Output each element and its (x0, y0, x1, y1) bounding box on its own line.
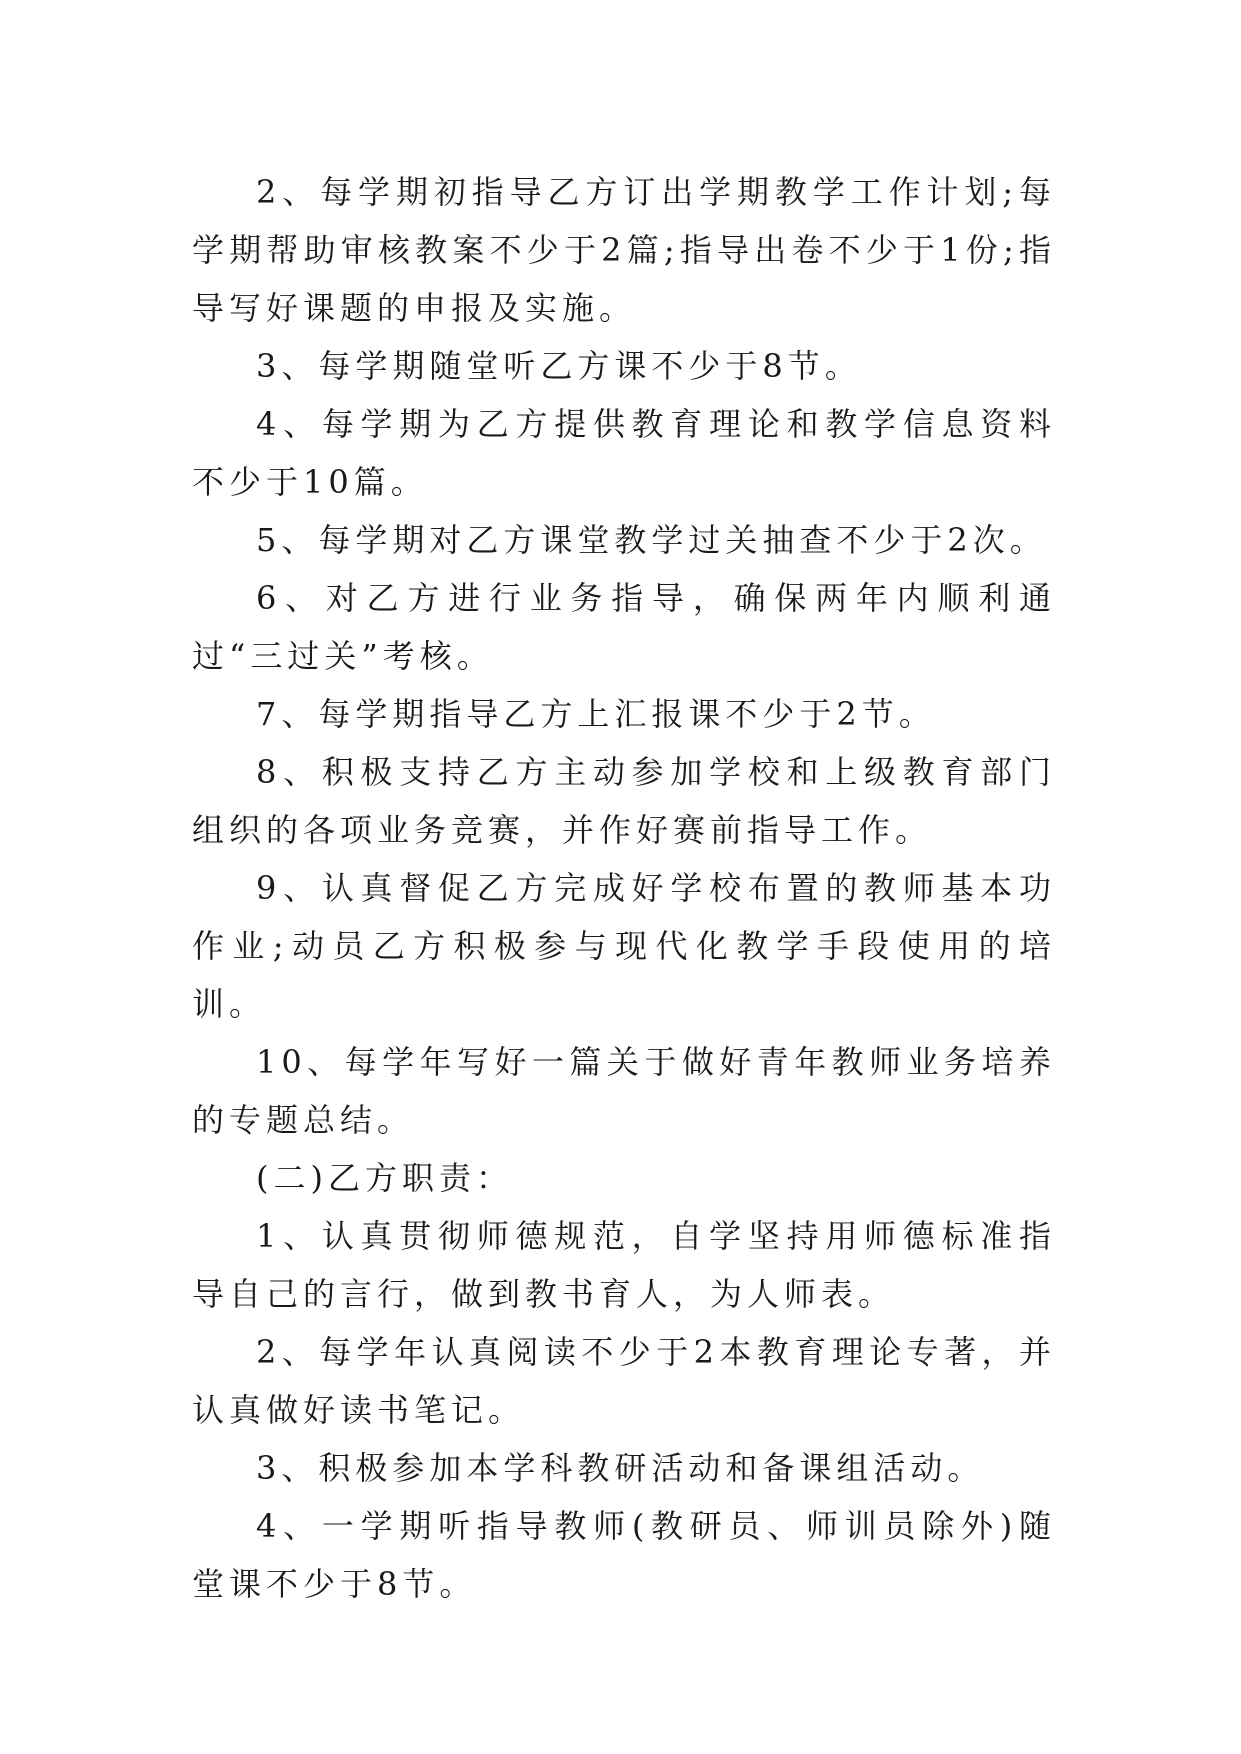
paragraph-b4: 4、一学期听指导教师(教研员、师训员除外)随堂课不少于8节。 (192, 1507, 1056, 1603)
paragraph-a8: 8、积极支持乙方主动参加学校和上级教育部门组织的各项业务竞赛，并作好赛前指导工作。 (192, 753, 1056, 849)
paragraph-a7: 7、每学期指导乙方上汇报课不少于2节。 (256, 695, 936, 733)
paragraph-a4: 4、每学期为乙方提供教育理论和教学信息资料不少于10篇。 (192, 405, 1056, 501)
paragraph-a2: 2、每学期初指导乙方订出学期教学工作计划;每学期帮助审核教案不少于2篇;指导出卷不少于1份;指导写好课题的申报及实施。 (192, 173, 1056, 327)
section-heading-party-b: (二)乙方职责： (256, 1159, 513, 1197)
paragraph-b1: 1、认真贯彻师德规范，自学坚持用师德标准指导自己的言行，做到教书育人，为人师表。 (192, 1217, 1056, 1313)
paragraph-b3: 3、积极参加本学科教研活动和备课组活动。 (256, 1449, 985, 1487)
paragraph-a10: 10、每学年写好一篇关于做好青年教师业务培养的专题总结。 (192, 1043, 1056, 1139)
paragraph-b2: 2、每学年认真阅读不少于2本教育理论专著，并认真做好读书笔记。 (192, 1333, 1056, 1429)
paragraph-a3: 3、每学期随堂听乙方课不少于8节。 (256, 347, 862, 385)
document-body (192, 163, 1056, 1613)
paragraph-a9: 9、认真督促乙方完成好学校布置的教师基本功作业;动员乙方积极参与现代化教学手段使用的培训。 (192, 869, 1056, 1023)
paragraph-a5: 5、每学期对乙方课堂教学过关抽查不少于2次。 (256, 521, 1047, 559)
paragraph-a6: 6、对乙方进行业务指导，确保两年内顺利通过“三过关”考核。 (192, 579, 1056, 675)
